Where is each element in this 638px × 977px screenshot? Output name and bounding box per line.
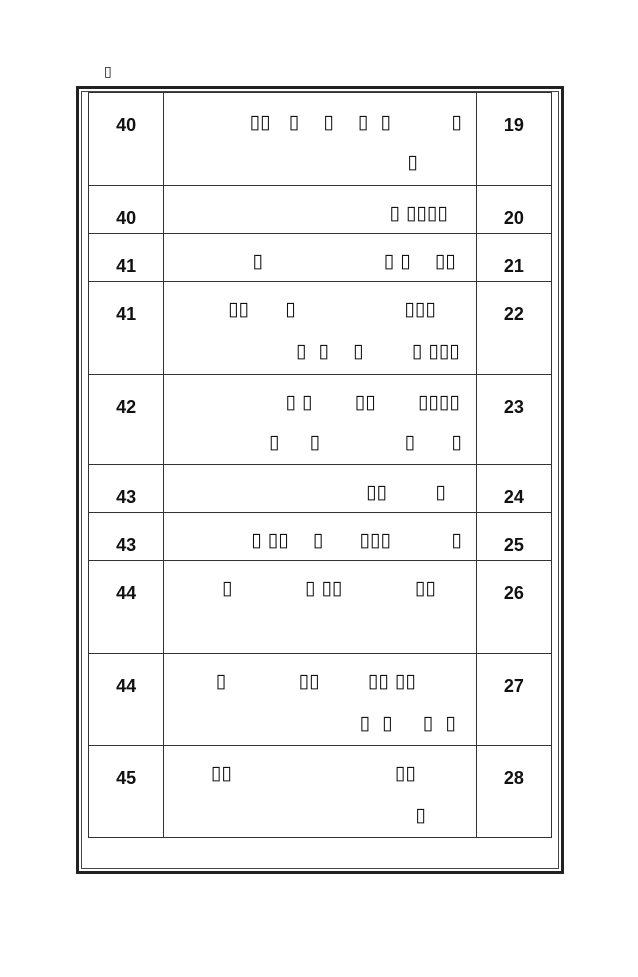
title-cell — [164, 654, 476, 746]
page-number-cell: 42 — [89, 375, 164, 465]
page-number-cell: 40 — [89, 93, 164, 186]
table-row — [89, 513, 552, 561]
page-number-cell: 43 — [89, 513, 164, 561]
title-line: ▯ ▯▯ ▯▯ ▯▯ — [215, 670, 416, 692]
item-number-cell: 20 — [476, 186, 551, 234]
item-number-cell: 19 — [476, 93, 551, 186]
title-line: ▯▯ ▯ ▯ ▯ ▯ ▯ — [249, 111, 462, 133]
page-number-cell: 40 — [89, 186, 164, 234]
table-row — [89, 186, 552, 234]
title-line: ▯ — [407, 151, 418, 173]
page-number-cell: 43 — [89, 465, 164, 513]
table-row — [89, 375, 552, 465]
page-number-cell: 44 — [89, 654, 164, 746]
title-line: ▯ ▯▯ ▯ ▯▯▯ ▯ — [251, 529, 462, 551]
table-row — [89, 561, 552, 654]
title-cell — [164, 513, 476, 561]
title-cell — [164, 282, 476, 375]
title-line: ▯ ▯ ▯ ▯ ▯▯▯ — [295, 340, 460, 362]
title-cell — [164, 93, 476, 186]
title-line: ▯▯ ▯ — [365, 481, 446, 503]
title-line: ▯▯ ▯ ▯▯▯ — [227, 298, 436, 320]
item-number-cell: 28 — [476, 746, 551, 838]
item-number-cell: 21 — [476, 234, 551, 282]
page-number-cell: 41 — [89, 282, 164, 375]
page-number-cell: 44 — [89, 561, 164, 654]
table-row — [89, 234, 552, 282]
item-number-cell: 24 — [476, 465, 551, 513]
table-row — [89, 282, 552, 375]
title-cell — [164, 375, 476, 465]
title-cell — [164, 746, 476, 838]
title-cell — [164, 561, 476, 654]
title-line: ▯▯ ▯▯ — [210, 762, 416, 784]
title-line: ▯ ▯ ▯▯ ▯▯▯▯ — [285, 391, 460, 413]
item-number-cell: 23 — [476, 375, 551, 465]
title-cell — [164, 234, 476, 282]
title-line: ▯ ▯ ▯ ▯ — [359, 712, 456, 734]
title-line: ▯ ▯ ▯▯ ▯▯ — [221, 577, 436, 599]
title-line: ▯ ▯ ▯ ▯▯ — [252, 250, 456, 272]
title-line: ▯ ▯▯▯▯ — [389, 202, 448, 224]
item-number-cell: 22 — [476, 282, 551, 375]
item-number-cell: 27 — [476, 654, 551, 746]
title-cell — [164, 186, 476, 234]
page-corner-glyph: ▯ — [104, 64, 112, 80]
item-number-cell: 26 — [476, 561, 551, 654]
table-of-contents — [88, 92, 552, 838]
title-line: ▯ ▯ ▯ ▯ — [268, 431, 462, 453]
table-row — [89, 465, 552, 513]
item-number-cell: 25 — [476, 513, 551, 561]
page-number-cell: 41 — [89, 234, 164, 282]
table-row — [89, 746, 552, 838]
title-cell — [164, 465, 476, 513]
table-row — [89, 654, 552, 746]
page-number-cell: 45 — [89, 746, 164, 838]
title-line: ▯ — [415, 804, 426, 826]
table-row — [89, 93, 552, 186]
